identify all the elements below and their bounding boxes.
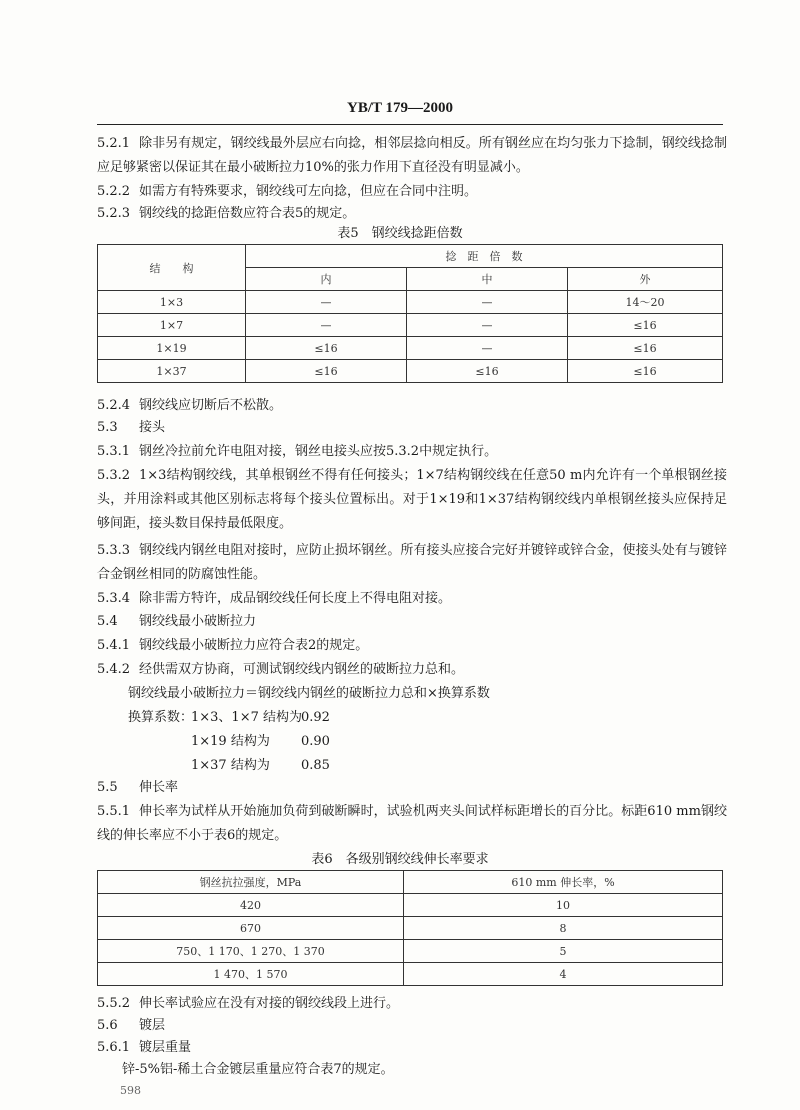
factor-value: 0.92 [301, 710, 330, 725]
table-row [98, 894, 723, 917]
table-cell: 1×19 [98, 337, 246, 360]
formula: 钢绞线最小破断拉力＝钢绞线内钢丝的破断拉力总和×换算系数 [128, 686, 490, 701]
section-number: 5.4.1 [97, 638, 131, 653]
section-text: 镀层 [139, 1018, 166, 1033]
section-number: 5.5.2 [97, 996, 131, 1011]
table-cell: — [407, 314, 568, 337]
factor-value: 0.85 [301, 758, 330, 773]
section-text: 镀层重量 [139, 1040, 192, 1055]
section-text: 钢绞线应切断后不松散。 [139, 398, 283, 413]
section-5-2-4 [97, 394, 727, 418]
section-5-4-1 [97, 634, 727, 658]
section-number: 5.4 [97, 614, 118, 629]
section-text: 伸长率 [139, 780, 179, 795]
table-cell: 420 [98, 894, 404, 917]
section-5-6 [97, 1014, 727, 1038]
section-5-2-1 [97, 132, 727, 180]
section-text: 钢绞线内钢丝电阻对接时，应防止损坏钢丝。所有接头应接合完好并镀锌或锌合金，使接头处有与镀锌合金钢丝相同的防腐蚀性能。 [97, 543, 727, 582]
table-header: 钢丝抗拉强度，MPa [98, 871, 404, 894]
section-text: 伸长率为试样从开始施加负荷到破断瞬时，试验机两夹头间试样标距增长的百分比。标距610 mm钢绞线的伸长率应不小于表6的规定。 [97, 804, 727, 843]
table-subheader: 外 [568, 268, 723, 291]
section-5-4 [97, 610, 727, 634]
factor-value: 0.90 [301, 734, 330, 749]
section-text: 钢绞线的捻距倍数应符合表5的规定。 [139, 206, 356, 221]
section-5-3 [97, 416, 727, 440]
page-header: YB/T 179—2000 [347, 100, 453, 116]
section-5-6-1 [97, 1036, 727, 1060]
section-5-4-2 [97, 658, 727, 682]
section-number: 5.3 [97, 420, 118, 435]
table-row [98, 360, 723, 383]
section-number: 5.6.1 [97, 1040, 131, 1055]
table-cell: ≤16 [568, 337, 723, 360]
table-row [98, 917, 723, 940]
section-number: 5.4.2 [97, 662, 131, 677]
section-text: 接头 [139, 420, 166, 435]
table-cell: ≤16 [246, 360, 407, 383]
section-5-5-2 [97, 992, 727, 1016]
section-5-6-1-body: 锌-5%铝-稀土合金镀层重量应符合表7的规定。 [122, 1062, 394, 1077]
section-5-3-1 [97, 440, 727, 464]
table-cell: — [246, 314, 407, 337]
table-cell: — [407, 337, 568, 360]
table-row [98, 337, 723, 360]
table-header-structure: 结 构 [98, 245, 246, 291]
section-number: 5.2.1 [97, 136, 131, 151]
table-cell: 8 [404, 917, 723, 940]
section-text: 1×3结构钢绞线，其单根钢丝不得有任何接头；1×7结构钢绞线在任意50 m内允许有一个单根钢丝接头，并用涂料或其他区别标志将每个接头位置标出。对于1×19和1×37结构钢绞线内单根钢丝接头应保持足够间距，接头数目保持最低限度。 [97, 468, 727, 531]
section-number: 5.2.3 [97, 206, 131, 221]
table-cell: ≤16 [568, 360, 723, 383]
section-number: 5.5.1 [97, 804, 131, 819]
table-cell: 670 [98, 917, 404, 940]
table-cell: ≤16 [246, 337, 407, 360]
section-text: 钢丝冷拉前允许电阻对接，钢丝电接头应按5.3.2中规定执行。 [139, 444, 498, 459]
table-row [98, 963, 723, 986]
table-row [98, 940, 723, 963]
table-row [98, 291, 723, 314]
table-cell: — [246, 291, 407, 314]
table-cell: 4 [404, 963, 723, 986]
table-subheader: 中 [407, 268, 568, 291]
table-cell: ≤16 [568, 314, 723, 337]
section-5-5 [97, 776, 727, 800]
table-cell: 1×7 [98, 314, 246, 337]
section-text: 钢绞线最小破断拉力 [139, 614, 257, 629]
page-number: 598 [120, 1084, 141, 1097]
factor-struct: 1×19 结构为 [191, 734, 270, 749]
table-cell: ≤16 [407, 360, 568, 383]
table-cell: 5 [404, 940, 723, 963]
table-cell: — [407, 291, 568, 314]
section-number: 5.5 [97, 780, 118, 795]
section-text: 如需方有特殊要求，钢绞线可左向捻，但应在合同中注明。 [139, 184, 478, 199]
table-cell: 10 [404, 894, 723, 917]
table-cell: 1×37 [98, 360, 246, 383]
section-5-5-1 [97, 800, 727, 848]
section-number: 5.3.4 [97, 591, 131, 606]
table-subheader: 内 [246, 268, 407, 291]
section-5-3-3 [97, 539, 727, 587]
section-number: 5.2.2 [97, 184, 131, 199]
table-header: 610 mm 伸长率，% [404, 871, 723, 894]
table-cell: 14～20 [568, 291, 723, 314]
factor-label: 换算系数： [128, 710, 194, 725]
section-number: 5.3.2 [97, 468, 131, 483]
header-rule [97, 124, 723, 125]
section-number: 5.3.3 [97, 543, 131, 558]
table-6-caption: 表6 各级别钢绞线伸长率要求 [311, 852, 489, 867]
section-text: 经供需双方协商，可测试钢绞线内钢丝的破断拉力总和。 [139, 662, 465, 677]
factor-struct: 1×37 结构为 [191, 758, 270, 773]
section-number: 5.2.4 [97, 398, 131, 413]
section-text: 钢绞线最小破断拉力应符合表2的规定。 [139, 638, 369, 653]
section-5-2-2 [97, 180, 727, 204]
table-5 [97, 244, 723, 383]
table-cell: 1 470、1 570 [98, 963, 404, 986]
section-text: 除非另有规定，钢绞线最外层应右向捻，相邻层捻向相反。所有钢丝应在均匀张力下捻制，钢绞线捻制应足够紧密以保证其在最小破断拉力10%的张力作用下直径没有明显减小。 [97, 136, 727, 175]
section-text: 伸长率试验应在没有对接的钢绞线段上进行。 [139, 996, 400, 1011]
table-row [98, 314, 723, 337]
table-5-caption: 表5 钢绞线捻距倍数 [337, 226, 463, 241]
table-cell: 1×3 [98, 291, 246, 314]
section-5-3-4 [97, 587, 727, 611]
factor-struct: 1×3、1×7 结构为 [191, 710, 303, 725]
section-text: 除非需方特许，成品钢绞线任何长度上不得电阻对接。 [139, 591, 452, 606]
section-number: 5.6 [97, 1018, 118, 1033]
section-number: 5.3.1 [97, 444, 131, 459]
table-6 [97, 870, 723, 986]
section-5-3-2 [97, 464, 727, 536]
table-header-twist-ratio: 捻 距 倍 数 [246, 245, 723, 268]
table-cell: 750、1 170、1 270、1 370 [98, 940, 404, 963]
